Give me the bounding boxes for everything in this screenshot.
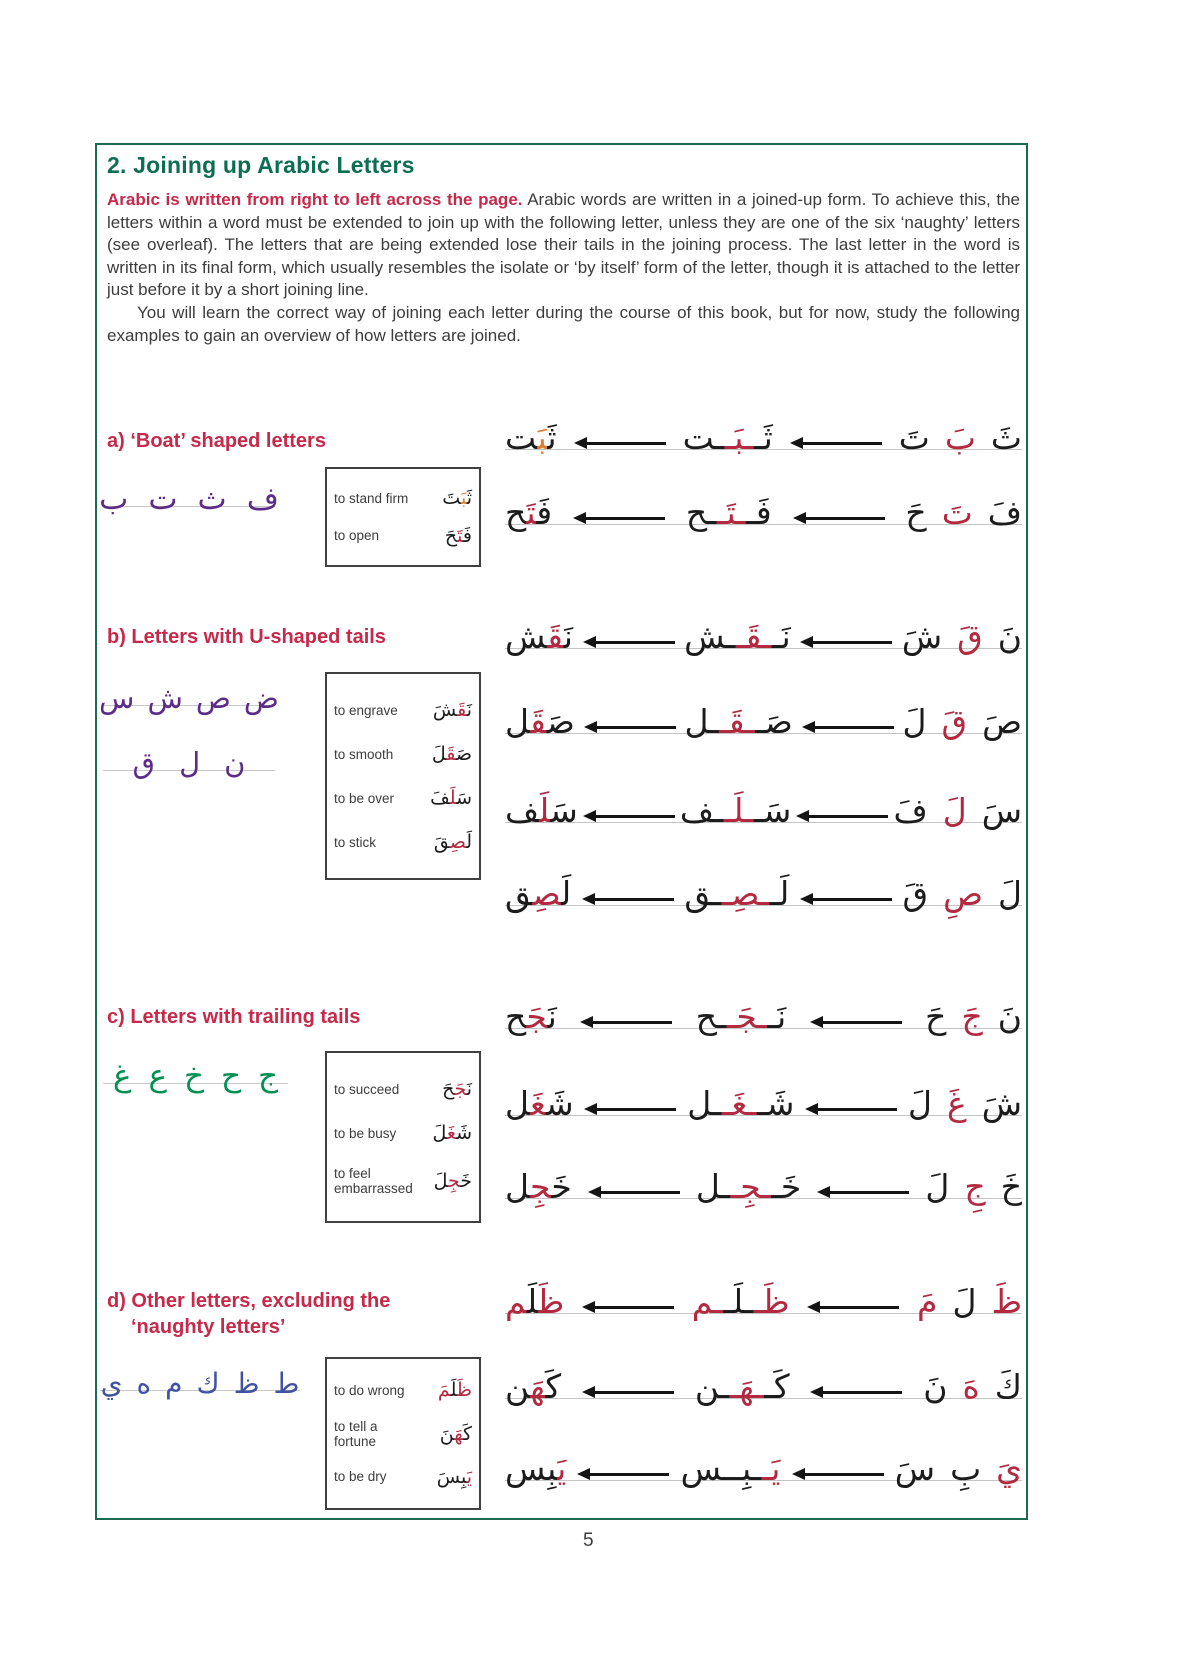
arabic-part: فَ‍	[536, 493, 553, 532]
arabic-letter: ع	[148, 1057, 167, 1094]
semi-joined-word	[694, 1367, 790, 1406]
arabic-letter: ك	[196, 1366, 220, 1400]
arabic-part: شَ‍	[545, 1084, 574, 1123]
arabic-part: سَ	[894, 1449, 936, 1488]
arabic-part: يَ‍	[557, 1449, 567, 1488]
arabic-part: ـش	[684, 617, 736, 656]
arabic-part: ـل	[684, 702, 720, 741]
arabic-part: ‍ش	[505, 617, 548, 656]
arrow-left-icon	[800, 894, 892, 905]
arabic-part: شَـ	[757, 1084, 795, 1123]
isolated-letters	[902, 617, 1022, 656]
vocab-english: to be busy	[334, 1125, 397, 1141]
arrow-left-icon	[584, 722, 676, 733]
section-a-vocab-box	[325, 467, 481, 567]
isolated-letters	[917, 1282, 1022, 1321]
arrow-left-icon	[805, 1104, 897, 1115]
vocab-english: to stick	[334, 834, 377, 850]
arabic-part: ـت	[682, 418, 725, 457]
arabic-part: ـصِـ	[721, 874, 770, 913]
arabic-part: ظَـ	[753, 1282, 790, 1321]
arabic-part: كَ‍	[462, 1422, 472, 1445]
section-b-letter-group-1	[99, 659, 279, 716]
arrow-left-icon	[793, 513, 885, 524]
arabic-part: سَ‍	[550, 791, 578, 830]
arabic-letter: ث	[197, 480, 227, 517]
semi-joined-word	[684, 874, 790, 913]
vocab-english: to engrave	[334, 702, 398, 718]
arabic-letter: غ	[112, 1057, 132, 1094]
arabic-part: تَ	[941, 493, 973, 532]
section-d-letter-group	[100, 1344, 300, 1400]
vocab-english: to be over	[334, 790, 395, 806]
semi-joined-word	[680, 1449, 781, 1488]
vocab-entry	[334, 787, 472, 809]
arabic-part: ـق	[684, 874, 722, 913]
arabic-part: ‍تَ‍	[526, 493, 537, 532]
arabic-part: ـف	[679, 791, 724, 830]
arrow-left-icon	[790, 438, 882, 449]
arrow-left-icon	[583, 811, 675, 822]
arabic-part: بَ	[944, 418, 976, 457]
arabic-part: ظَ‍	[456, 1379, 472, 1402]
join-example-row	[505, 984, 1022, 1046]
vocab-english: to do wrong	[334, 1382, 405, 1398]
arabic-part: ‍لَ‍	[539, 791, 551, 830]
arrow-left-icon	[573, 513, 665, 524]
arabic-part: ـجَـ	[726, 997, 768, 1036]
arabic-part: ظَ	[991, 1282, 1022, 1321]
arabic-letter: ج	[258, 1057, 279, 1094]
vocab-arabic	[445, 525, 472, 547]
arabic-part: ـل	[695, 1167, 731, 1206]
joined-word	[505, 874, 572, 913]
arabic-letter: ص	[195, 681, 231, 716]
arabic-letter: ف	[246, 480, 279, 517]
joined-word	[505, 702, 575, 741]
arabic-part: ـل	[687, 1084, 722, 1123]
section-d-heading-line2: ‘naughty letters’	[131, 1316, 286, 1338]
vocab-english: to smooth	[334, 746, 394, 762]
intro-body-text: Arabic words are written in a joined-up form. To achieve this, the letters within a word must be extended to join up with the following letter, unless they are one of the six ‘naughty’ letters (see overleaf). The letters that are being extended lose their tails in the joining process. The last letter in the word is written in its final form, which usually resembles the isolate or ‘by itself’ form of the letter, though it is attached to the letter just before it by a short joining line.	[107, 190, 1020, 300]
intro-lead-sentence: Arabic is written from right to left across the page.	[107, 190, 523, 209]
section-c-heading: c) Letters with trailing tails	[107, 1006, 361, 1028]
isolated-letters	[925, 1167, 1022, 1206]
vocab-entry	[334, 487, 472, 509]
arabic-letter: ط	[273, 1366, 300, 1400]
arabic-part: سَ‍	[456, 787, 472, 809]
arabic-part: ـن	[694, 1367, 730, 1406]
arabic-part: ـلَـ	[723, 791, 755, 830]
joined-word	[505, 997, 557, 1036]
semi-joined-word	[682, 418, 773, 457]
join-example-row	[505, 480, 1022, 542]
arabic-part: كَ‍	[545, 1367, 562, 1406]
arabic-part: نَـ	[771, 617, 791, 656]
arabic-part: ‍جِ‍	[447, 1170, 461, 1192]
arrow-left-icon	[583, 637, 675, 648]
arabic-part: ‍حَ	[444, 524, 458, 547]
vocab-english: to feel embarrassed	[334, 1166, 413, 1196]
arabic-part: ‍غَ‍	[530, 1084, 546, 1123]
arabic-part: ‍لَ‍	[527, 1282, 538, 1321]
semi-joined-word	[695, 1167, 802, 1206]
vocab-entry	[334, 831, 472, 853]
semi-joined-word	[695, 997, 787, 1036]
semi-joined-word	[687, 1084, 795, 1123]
arabic-part: صَ‍	[546, 702, 575, 741]
vocab-arabic	[437, 1466, 472, 1488]
semi-joined-word	[684, 617, 791, 656]
isolated-letters	[903, 874, 1023, 913]
join-example-row	[505, 778, 1022, 840]
arabic-part: يَ	[996, 1449, 1022, 1488]
vocab-arabic	[440, 1423, 472, 1445]
vocab-entry	[334, 1122, 472, 1144]
arabic-part: ‍لَ‍	[449, 787, 457, 809]
arrow-left-icon	[796, 811, 888, 822]
section-a-letter-group	[99, 459, 279, 517]
arabic-part: نَ‍	[466, 1078, 472, 1100]
arabic-part: ‍قَ‍	[446, 743, 456, 765]
arabic-letter: ح	[220, 1057, 241, 1094]
arabic-part: ‍بِ‍	[460, 1465, 467, 1488]
join-example-row	[505, 405, 1022, 467]
arabic-part: لَ	[942, 791, 967, 830]
joined-word	[505, 1367, 562, 1406]
arabic-part: خَـ	[771, 1167, 802, 1206]
arabic-part: ‍شَ	[432, 699, 458, 721]
arrow-left-icon	[582, 894, 674, 905]
arabic-part: نَ	[923, 1367, 948, 1406]
joined-word	[505, 493, 553, 532]
arabic-part: خَ	[1000, 1167, 1022, 1206]
arabic-part: ‍بَ‍	[460, 487, 467, 510]
isolated-letters	[894, 791, 1023, 830]
arabic-part: نَ‍	[563, 617, 573, 656]
vocab-entry	[334, 1379, 472, 1401]
arabic-part: حَ	[905, 493, 927, 532]
vocab-english: to succeed	[334, 1081, 400, 1097]
arabic-part: جَ	[961, 997, 983, 1036]
section-c-vocab-box	[325, 1051, 481, 1223]
vocab-arabic	[433, 1122, 472, 1144]
arabic-part: لَ	[998, 874, 1022, 913]
arrow-left-icon	[582, 1302, 674, 1313]
arabic-letter: ش	[147, 681, 183, 716]
semi-joined-word	[685, 493, 772, 532]
vocab-entry	[334, 525, 472, 547]
vocab-english: to stand firm	[334, 490, 409, 506]
arabic-part: ‍هَ‍	[530, 1367, 546, 1406]
arabic-part: صِ	[943, 874, 984, 913]
arabic-part: ‍م	[505, 1282, 527, 1321]
vocab-entry	[334, 1466, 472, 1488]
arabic-part: ـقَـ	[735, 617, 772, 656]
arabic-part: ـغَـ	[721, 1084, 758, 1123]
join-example-row	[505, 1269, 1022, 1331]
join-example-row	[505, 1154, 1022, 1216]
intro-paragraph-2: You will learn the correct way of joining each letter during the course of this book, but for now, study the following examples to gain an overview of how letters are joined.	[107, 302, 1020, 345]
arabic-part: ‍جَ‍	[526, 997, 548, 1036]
arabic-part: ـح	[685, 493, 717, 532]
arabic-part: ‍جَ‍	[454, 1078, 467, 1100]
arrow-left-icon	[584, 1104, 676, 1115]
arabic-part: شَ‍	[456, 1122, 472, 1144]
isolated-letters	[895, 1449, 1022, 1488]
section-b-letter-group-2	[103, 726, 275, 781]
joined-word	[505, 418, 557, 457]
arabic-part: لَ‍	[561, 874, 572, 913]
arabic-part: حَ	[925, 997, 947, 1036]
arabic-part: ‍تَ‍	[457, 524, 463, 547]
joined-word	[505, 1084, 574, 1123]
arabic-letter: ن	[224, 746, 246, 781]
joined-word	[505, 791, 578, 830]
arabic-part: ‍سَ	[436, 1465, 461, 1488]
arabic-part: ـتَـ	[716, 493, 747, 532]
arabic-part: فَ	[893, 791, 928, 830]
arabic-part: ‍قَ‍	[457, 699, 467, 721]
arabic-part: يَ‍	[466, 1465, 472, 1488]
arrow-left-icon	[800, 637, 892, 648]
arabic-part: خَ‍	[551, 1167, 572, 1206]
arrow-left-icon	[577, 1469, 669, 1480]
arabic-part: يَـ	[761, 1449, 781, 1488]
arabic-part: ‍لَ	[432, 1122, 447, 1144]
arabic-part: ثَ‍	[466, 487, 472, 510]
join-example-row	[505, 604, 1022, 666]
join-example-row	[505, 861, 1022, 923]
arabic-part: ‍بِ‍	[547, 1449, 558, 1488]
arabic-part: نَ‍	[547, 997, 557, 1036]
isolated-letters	[908, 1084, 1022, 1123]
arabic-part: شَ	[901, 617, 943, 656]
arabic-part: مَ	[917, 1282, 938, 1321]
join-example-row	[505, 1071, 1022, 1133]
vocab-arabic	[434, 831, 472, 853]
arabic-part: ‍لَ	[433, 1170, 448, 1192]
arrow-left-icon	[588, 1187, 680, 1198]
section-b-vocab-box	[325, 672, 481, 880]
arabic-part: ‍ن	[505, 1367, 531, 1406]
arabic-part: ‍قَ	[433, 831, 450, 853]
arabic-part: ‍ح	[505, 997, 527, 1036]
arabic-part: ‍ق	[505, 874, 533, 913]
vocab-entry	[334, 1419, 472, 1449]
arabic-letter: س	[99, 681, 135, 716]
arabic-part: ‍مَ	[437, 1379, 451, 1402]
arabic-part: ‍ف	[505, 791, 540, 830]
join-example-row	[505, 1436, 1022, 1498]
arabic-part: ‍ل	[505, 702, 531, 741]
join-example-row	[505, 1354, 1022, 1416]
arabic-part: ـهَـ	[729, 1367, 765, 1406]
arabic-part: ـس	[680, 1449, 733, 1488]
arabic-part: قَ	[902, 874, 929, 913]
arrow-left-icon	[810, 1387, 902, 1398]
arabic-part: ‍لَ‍	[450, 1379, 457, 1402]
arabic-part: ‍قَ‍	[547, 617, 564, 656]
arabic-part: غَ	[947, 1084, 967, 1123]
arabic-part: لَ	[925, 1167, 950, 1206]
arabic-part: ـح	[695, 997, 727, 1036]
arabic-part: لَـ	[769, 874, 790, 913]
arabic-part: ‍هَ‍	[454, 1422, 463, 1445]
arabic-part: ‍ل	[505, 1084, 531, 1123]
arabic-part: ثَ	[990, 418, 1022, 457]
arabic-part: جِ	[964, 1167, 986, 1206]
arabic-part: لَ	[952, 1282, 977, 1321]
arabic-part: هَ	[962, 1367, 980, 1406]
intro-paragraph-1	[107, 189, 1020, 302]
vocab-entry	[334, 743, 472, 765]
vocab-entry	[334, 1166, 472, 1196]
vocab-arabic	[433, 699, 472, 721]
arabic-part: فَ‍	[462, 524, 472, 547]
arabic-part: شَ	[981, 1084, 1022, 1123]
joined-word	[505, 1449, 567, 1488]
section-b-heading: b) Letters with U-shaped tails	[107, 626, 386, 648]
arabic-part: نَـ	[767, 997, 787, 1036]
isolated-letters	[925, 997, 1022, 1036]
arabic-part: نَ	[997, 617, 1022, 656]
vocab-arabic	[442, 1078, 472, 1100]
arabic-part: بِ	[950, 1449, 982, 1488]
isolated-letters	[923, 1367, 1022, 1406]
joined-word	[505, 617, 573, 656]
arabic-letter: م	[165, 1366, 183, 1400]
arabic-part: ‍قَ‍	[530, 702, 547, 741]
arabic-part: تَ	[898, 418, 930, 457]
arabic-letter: خ	[183, 1057, 204, 1094]
vocab-entry	[334, 699, 472, 721]
vocab-english: to open	[334, 528, 380, 544]
section-d-heading-line1: d) Other letters, excluding the	[107, 1290, 391, 1312]
arrow-left-icon	[574, 438, 666, 449]
arabic-part: لَ	[902, 702, 927, 741]
isolated-letters	[903, 702, 1023, 741]
arabic-letter: ت	[148, 480, 178, 517]
arabic-part: ‍صِ‍	[532, 874, 562, 913]
arabic-part: سَ	[981, 791, 1022, 830]
arrow-left-icon	[817, 1187, 909, 1198]
arrow-left-icon	[807, 1302, 899, 1313]
arabic-part: ‍صِ‍	[449, 831, 467, 853]
arabic-letter: ب	[99, 480, 129, 517]
vocab-english: to tell a fortune	[334, 1418, 378, 1449]
arabic-part: خَ‍	[460, 1170, 472, 1192]
section-a-heading: a) ‘Boat’ shaped letters	[107, 430, 326, 452]
vocab-arabic	[432, 743, 472, 765]
isolated-letters	[905, 493, 1022, 532]
arabic-part: ثَ‍	[547, 418, 557, 457]
arabic-part: ‍لَ	[431, 743, 447, 765]
arabic-part: ـبِـ	[732, 1449, 762, 1488]
arabic-part: ثَـ	[753, 418, 773, 457]
arrow-left-icon	[810, 1017, 902, 1028]
arabic-part: ـجِـ	[730, 1167, 772, 1206]
arabic-part: نَ‍	[466, 699, 472, 721]
arrow-left-icon	[802, 722, 894, 733]
arabic-part: لَ‍	[466, 831, 472, 853]
page-number: 5	[583, 1530, 594, 1551]
joined-word	[505, 1167, 572, 1206]
vocab-arabic	[438, 1379, 472, 1401]
arabic-part: ‍نَ	[439, 1422, 455, 1445]
intro-paragraphs	[107, 189, 1020, 347]
arabic-part: ‍ل	[505, 1167, 531, 1206]
vocab-english: to be dry	[334, 1469, 387, 1485]
arabic-part: لَ	[908, 1084, 932, 1123]
arabic-part: ‍بَ‍	[537, 418, 548, 457]
page-title: 2. Joining up Arabic Letters	[107, 152, 415, 178]
arabic-part: كَ	[994, 1367, 1022, 1406]
join-example-row	[505, 689, 1022, 751]
arabic-letter: ي	[100, 1366, 123, 1400]
joined-word	[505, 1282, 565, 1321]
arabic-part: ‍حَ	[442, 1078, 455, 1100]
arabic-part: فَ	[987, 493, 1022, 532]
arabic-part: قَ	[957, 617, 983, 656]
arabic-part: سَـ	[754, 791, 792, 830]
arrow-left-icon	[792, 1469, 884, 1480]
arabic-part: ‍تَ	[442, 487, 461, 510]
arabic-part: صَ‍	[455, 743, 472, 765]
vocab-entry	[334, 1078, 472, 1100]
vocab-arabic	[442, 487, 472, 509]
arabic-part: ‍س	[505, 1449, 548, 1488]
arabic-part: ـقَـ	[719, 702, 756, 741]
arabic-part: فَـ	[746, 493, 772, 532]
arabic-part: ‍ت	[505, 418, 538, 457]
arrow-left-icon	[580, 1017, 672, 1028]
section-c-letter-group	[103, 1036, 288, 1094]
arabic-letter: ض	[243, 681, 279, 716]
arabic-part: صَـ	[755, 702, 793, 741]
arabic-part: ظَ‍	[537, 1282, 565, 1321]
arabic-part: ‍جِ‍	[530, 1167, 552, 1206]
arabic-part: كَـ	[764, 1367, 790, 1406]
arrow-left-icon	[582, 1387, 674, 1398]
section-d-vocab-box	[325, 1357, 481, 1510]
arabic-part: نَ	[997, 997, 1022, 1036]
vocab-arabic	[430, 787, 472, 809]
arabic-part: ‍غَ‍	[446, 1122, 457, 1144]
arabic-letter: ل	[179, 746, 201, 781]
arabic-letter: ق	[132, 746, 156, 781]
vocab-arabic	[434, 1170, 472, 1192]
isolated-letters	[899, 418, 1022, 457]
arabic-part: ـم	[691, 1282, 724, 1321]
arabic-part: قَ	[941, 702, 968, 741]
semi-joined-word	[684, 702, 793, 741]
arabic-part: صَ	[982, 702, 1022, 741]
arabic-letter: ظ	[233, 1366, 260, 1400]
semi-joined-word	[679, 791, 792, 830]
arabic-letter: ه	[136, 1366, 152, 1400]
arabic-part: ‍ح	[505, 493, 527, 532]
arabic-part: ‍فَ	[430, 787, 450, 809]
semi-joined-word	[691, 1282, 790, 1321]
arabic-part: ـلَـ	[723, 1282, 754, 1321]
arabic-part: ـبَـ	[724, 418, 754, 457]
